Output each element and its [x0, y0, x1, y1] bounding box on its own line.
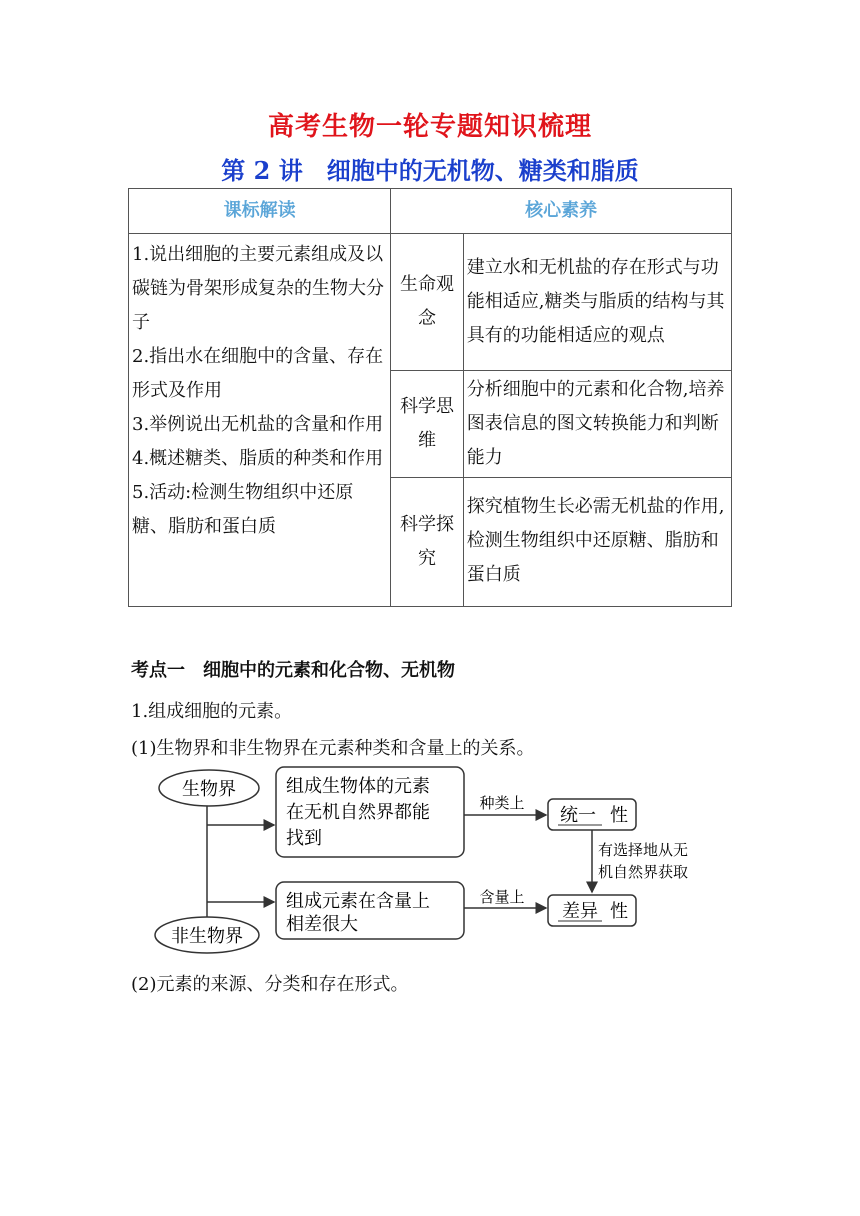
box1-text: 组成生物体的元素 [286, 776, 430, 797]
box1-text: 在无机自然界都能 [286, 802, 430, 823]
literacy-name: 科学探究 [391, 478, 463, 607]
nonbio-label: 非生物界 [171, 926, 243, 947]
side-note: 机自然界获取 [598, 863, 689, 881]
element-relation-diagram [150, 764, 720, 960]
standard-item: 3.举例说出无机盐的含量和作用 [132, 414, 384, 435]
standards-table [128, 188, 732, 607]
table-header-standards: 课标解读 [129, 189, 391, 234]
result-diff-word: 差异 [562, 901, 598, 922]
literacy-name: 生命观念 [391, 234, 463, 371]
box2-text: 组成元素在含量上 [286, 891, 430, 912]
result-suffix: 性 [610, 901, 628, 922]
standard-item: 4.概述糖类、脂质的种类和作用 [132, 448, 384, 469]
literacy-desc: 探究植物生长必需无机盐的作用,检测生物组织中还原糖、脂肪和蛋白质 [463, 478, 731, 607]
section-heading: 考点一 细胞中的元素和化合物、无机物 [131, 660, 455, 681]
result-unity-word: 统一 [560, 805, 596, 826]
amount-label: 含量上 [479, 888, 525, 906]
paragraph: (1)生物界和非生物界在元素种类和含量上的关系。 [131, 738, 535, 759]
box1-text: 找到 [286, 828, 322, 849]
standard-item: 5.活动:检测生物组织中还原糖、脂肪和蛋白质 [132, 482, 354, 537]
result-suffix: 性 [610, 805, 628, 826]
literacy-name: 科学思维 [391, 371, 463, 478]
paragraph: (2)元素的来源、分类和存在形式。 [131, 974, 409, 995]
paragraph: 1.组成细胞的元素。 [131, 701, 293, 722]
table-header-literacy: 核心素养 [391, 189, 732, 234]
bio-label: 生物界 [182, 779, 236, 800]
literacy-desc: 分析细胞中的元素和化合物,培养图表信息的图文转换能力和判断能力 [463, 371, 731, 478]
page-title: 高考生物一轮专题知识梳理 [267, 112, 592, 142]
standard-item: 2.指出水在细胞中的含量、存在形式及作用 [132, 346, 384, 401]
standard-item: 1.说出细胞的主要元素组成及以碳链为骨架形成复杂的生物大分子 [132, 244, 384, 333]
box2-text: 相差很大 [286, 914, 358, 935]
lecture-title: 第 2 讲 细胞中的无机物、糖类和脂质 [221, 156, 639, 185]
kind-label: 种类上 [479, 794, 525, 812]
side-note: 有选择地从无 [598, 841, 689, 859]
literacy-desc: 建立水和无机盐的存在形式与功能相适应,糖类与脂质的结构与其具有的功能相适应的观点 [463, 234, 731, 371]
standards-cell [129, 234, 391, 607]
